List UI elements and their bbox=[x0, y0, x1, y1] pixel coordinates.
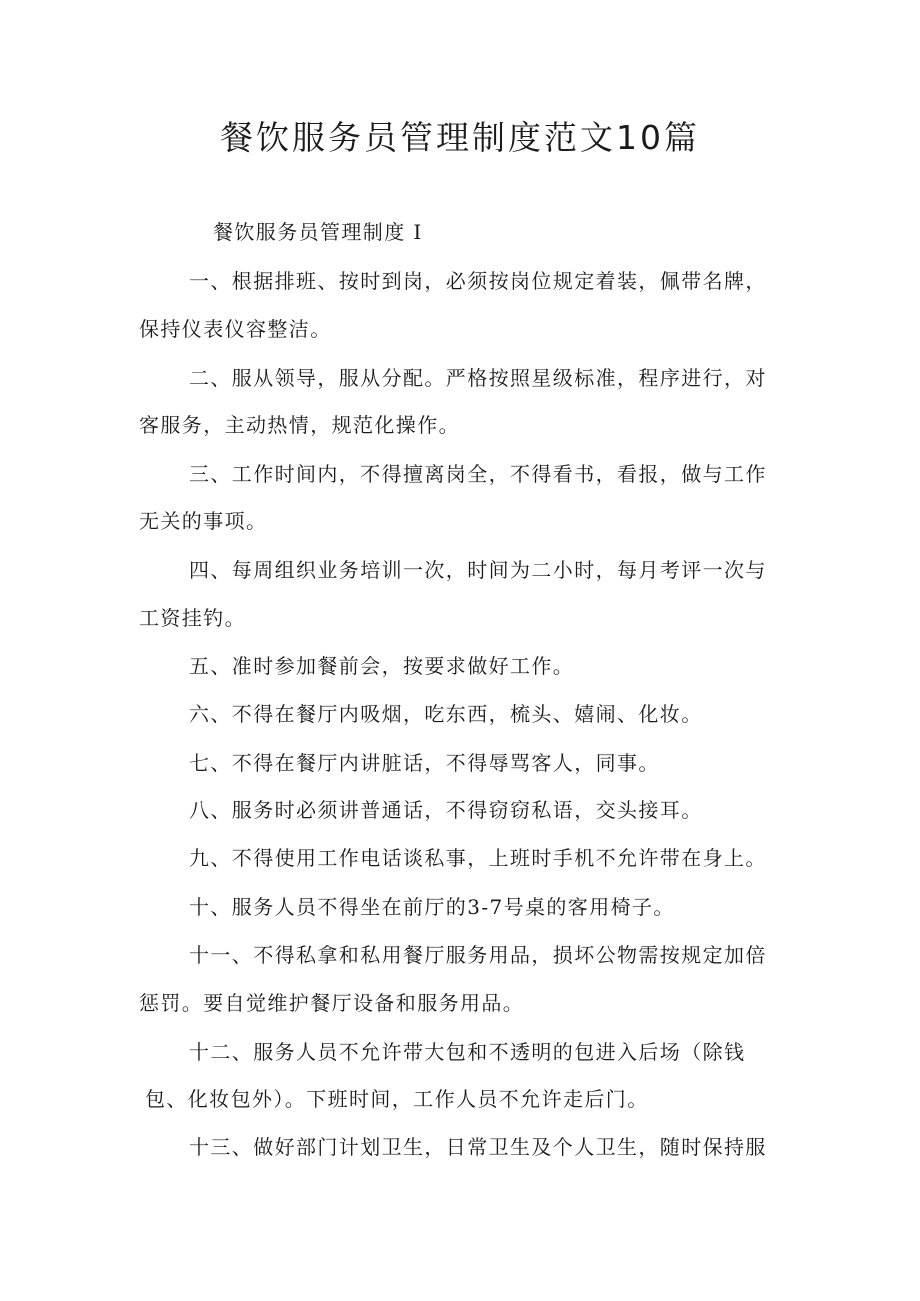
paragraph-line: 无关的事项。 bbox=[139, 509, 268, 533]
paragraph-line: 八、服务时必须讲普通话，不得窃窃私语，交头接耳。 bbox=[189, 798, 703, 822]
paragraph-line: 十一、不得私拿和私用餐厅服务用品，损坏公物需按规定加倍 bbox=[189, 943, 767, 967]
paragraph-line: 九、不得使用工作电话谈私事，上班时手机不允许带在身上。 bbox=[189, 846, 767, 870]
paragraph-line: 十二、服务人员不允许带大包和不透明的包进入后场（除钱 bbox=[189, 1040, 746, 1064]
paragraph-line: 四、每周组织业务培训一次，时间为二小时，每月考评一次与 bbox=[189, 558, 767, 582]
paragraph-line: 七、不得在餐厅内讲脏话，不得辱骂客人，同事。 bbox=[189, 751, 660, 775]
paragraph-line: 包、化妆包外）。下班时间，工作人员不允许走后门。 bbox=[145, 1087, 649, 1111]
paragraph-line: 惩罚。要自觉维护餐厅设备和服务用品。 bbox=[139, 991, 525, 1015]
paragraph-line: 一、根据排班、按时到岗，必须按岗位规定着装，佩带名牌， bbox=[189, 269, 767, 293]
section-heading: 餐饮服务员管理制度 I bbox=[213, 220, 423, 244]
paragraph-line: 六、不得在餐厅内吸烟，吃东西，梳头、嬉闹、化妆。 bbox=[189, 702, 703, 726]
paragraph-line: 三、工作时间内，不得擅离岗全，不得看书，看报，做与工作 bbox=[189, 462, 767, 486]
paragraph-line: 十三、做好部门计划卫生，日常卫生及个人卫生，随时保持服 bbox=[189, 1135, 767, 1159]
paragraph-line: 二、服从领导，服从分配。严格按照星级标准，程序进行，对 bbox=[189, 366, 767, 390]
paragraph-line: 工资挂钓。 bbox=[139, 606, 246, 630]
paragraph-line: 十、服务人员不得坐在前厅的3-7号桌的客用椅子。 bbox=[189, 895, 675, 919]
document-title: 餐饮服务员管理制度范文10篇 bbox=[220, 118, 700, 157]
paragraph-line: 客服务，主动热情，规范化操作。 bbox=[139, 413, 460, 437]
paragraph-line: 保持仪表仪容整洁。 bbox=[139, 317, 332, 341]
paragraph-line: 五、准时参加餐前会，按要求做好工作。 bbox=[189, 654, 575, 678]
